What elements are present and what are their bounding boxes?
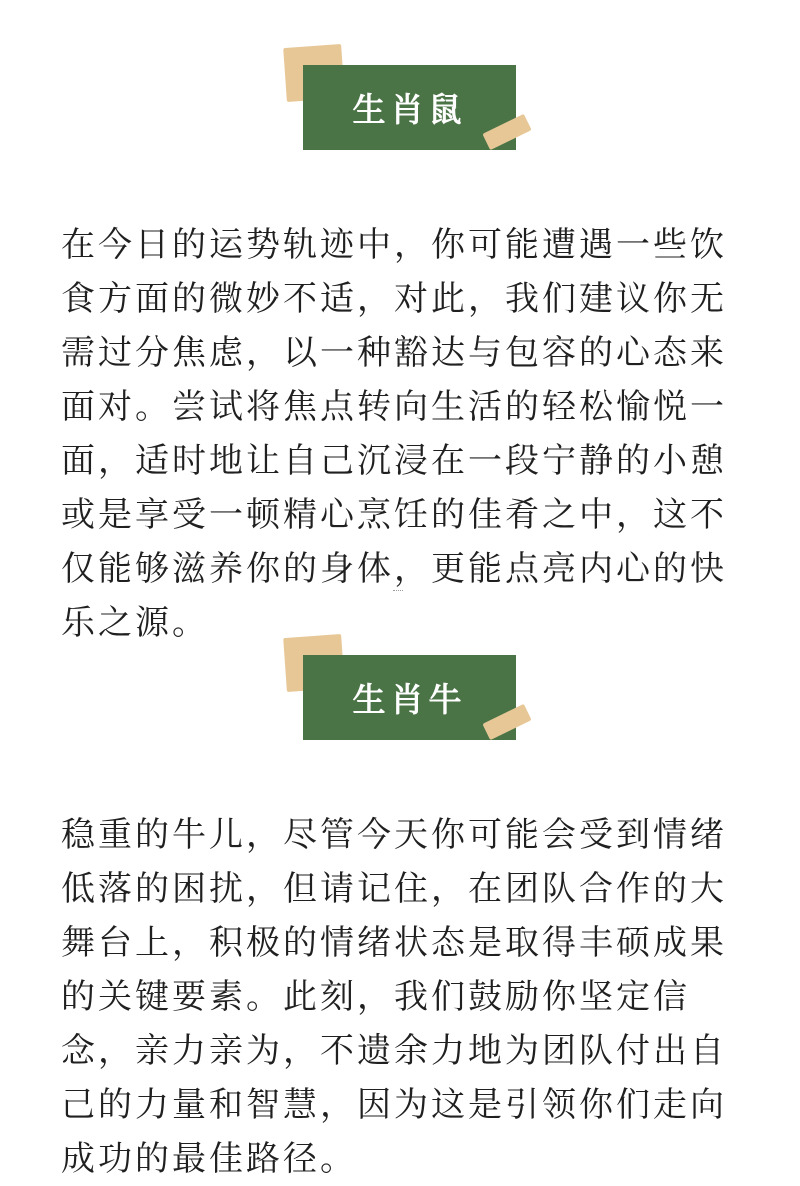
zodiac-title-rat: 生肖鼠: [352, 90, 467, 129]
zodiac-banner-ox: [0, 630, 800, 750]
scan-artifact-mark: [393, 590, 403, 595]
horoscope-text-ox: 稳重的牛儿，尽管今天你可能会受到情绪低落的困扰，但请记住，在团队合作的大舞台上，积极的情绪状态是取得丰硕成果的关键要素。此刻，我们鼓励你坚定信念，亲力亲为，不遗余力地为团队付出自己的力量和智慧，因为这是引领你们走向成功的最佳路径。: [61, 815, 727, 1179]
horoscope-text-rat: 在今日的运势轨迹中，你可能遭遇一些饮食方面的微妙不适，对此，我们建议你无需过分焦虑，以一种豁达与包容的心态来面对。尝试将焦点转向生活的轻松愉悦一面，适时地让自己沉浸在一段宁静的小憩或是享受一顿精心烹饪的佳肴之中，这不仅能够滋养你的身体，更能点亮内心的快乐之源。: [61, 225, 727, 643]
zodiac-title-ox: 生肖牛: [352, 680, 467, 719]
zodiac-banner-rat: [0, 40, 800, 160]
